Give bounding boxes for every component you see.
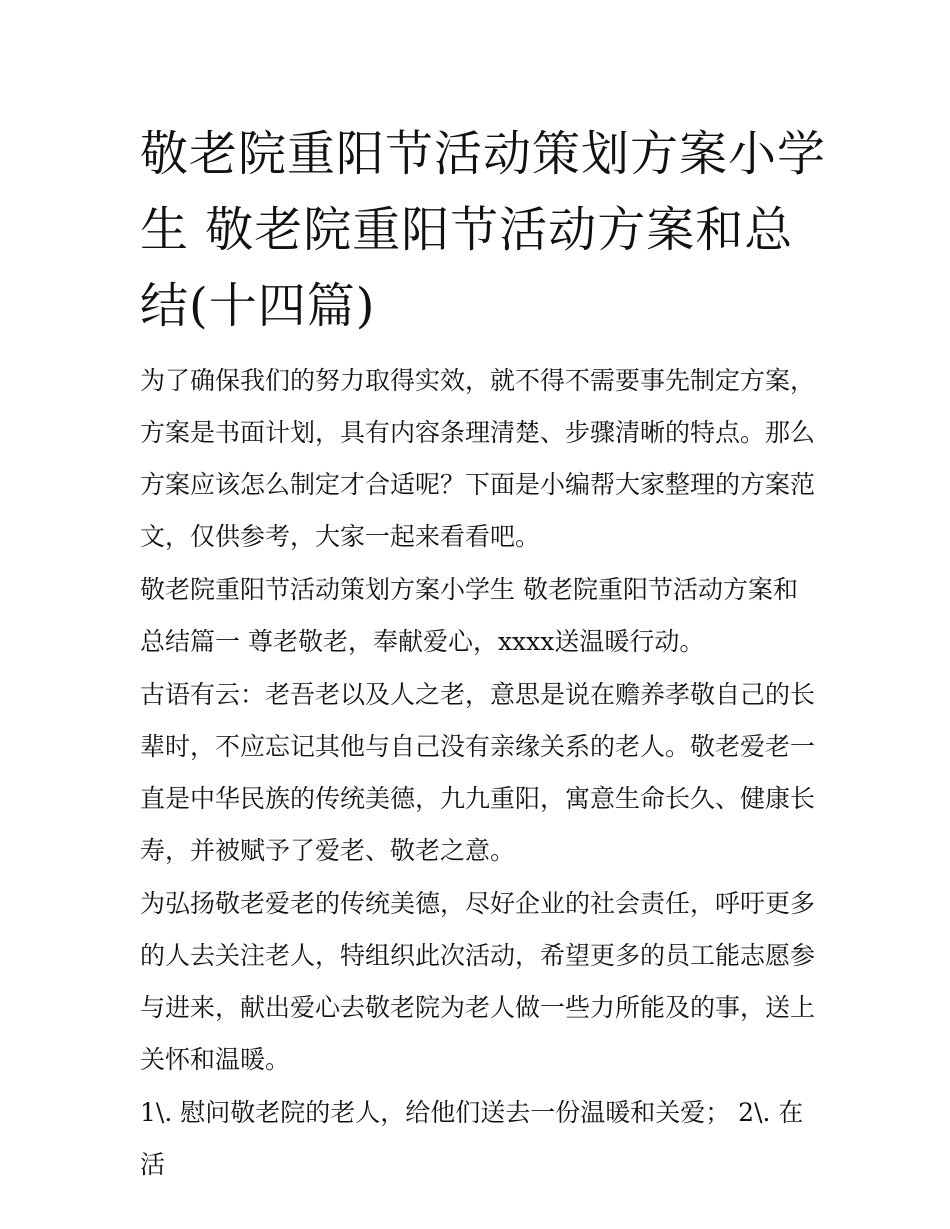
paragraph-purpose: 为弘扬敬老爱老的传统美德，尽好企业的社会责任，呼吁更多的人去关注老人，特组织此次活动，希望更多的员工能志愿参与进来，献出爱心去敬老院为老人做一些力所能及的事，送上关怀和温暖。 <box>140 889 816 1074</box>
document-title: 敬老院重阳节活动策划方案小学生 敬老院重阳节活动方案和总结(十四篇) <box>140 126 827 334</box>
document-body <box>140 355 820 1192</box>
paragraph-ancient-saying: 古语有云：老吾老以及人之老，意思是说在赡养孝敬自己的长辈时，不应忘记其他与自己没有亲缘关系的老人。敬老爱老一直是中华民族的传统美德，九九重阳，寓意生命长久、健康长寿，并被赋予了爱老、敬老之意。 <box>140 680 816 865</box>
paragraph-section-heading: 敬老院重阳节活动策划方案小学生 敬老院重阳节活动方案和总结篇一 尊老敬老，奉献爱心，xxxx送温暖行动。 <box>140 575 798 656</box>
paragraph-goals: 1\. 慰问敬老院的老人，给他们送去一份温暖和关爱； 2\. 在活 <box>140 1098 804 1179</box>
paragraph-intro: 为了确保我们的努力取得实效，就不得不需要事先制定方案，方案是书面计划，具有内容条理清楚、步骤清晰的特点。那么方案应该怎么制定才合适呢？下面是小编帮大家整理的方案范文，仅供参考，大家一起来看看吧。 <box>140 366 816 551</box>
